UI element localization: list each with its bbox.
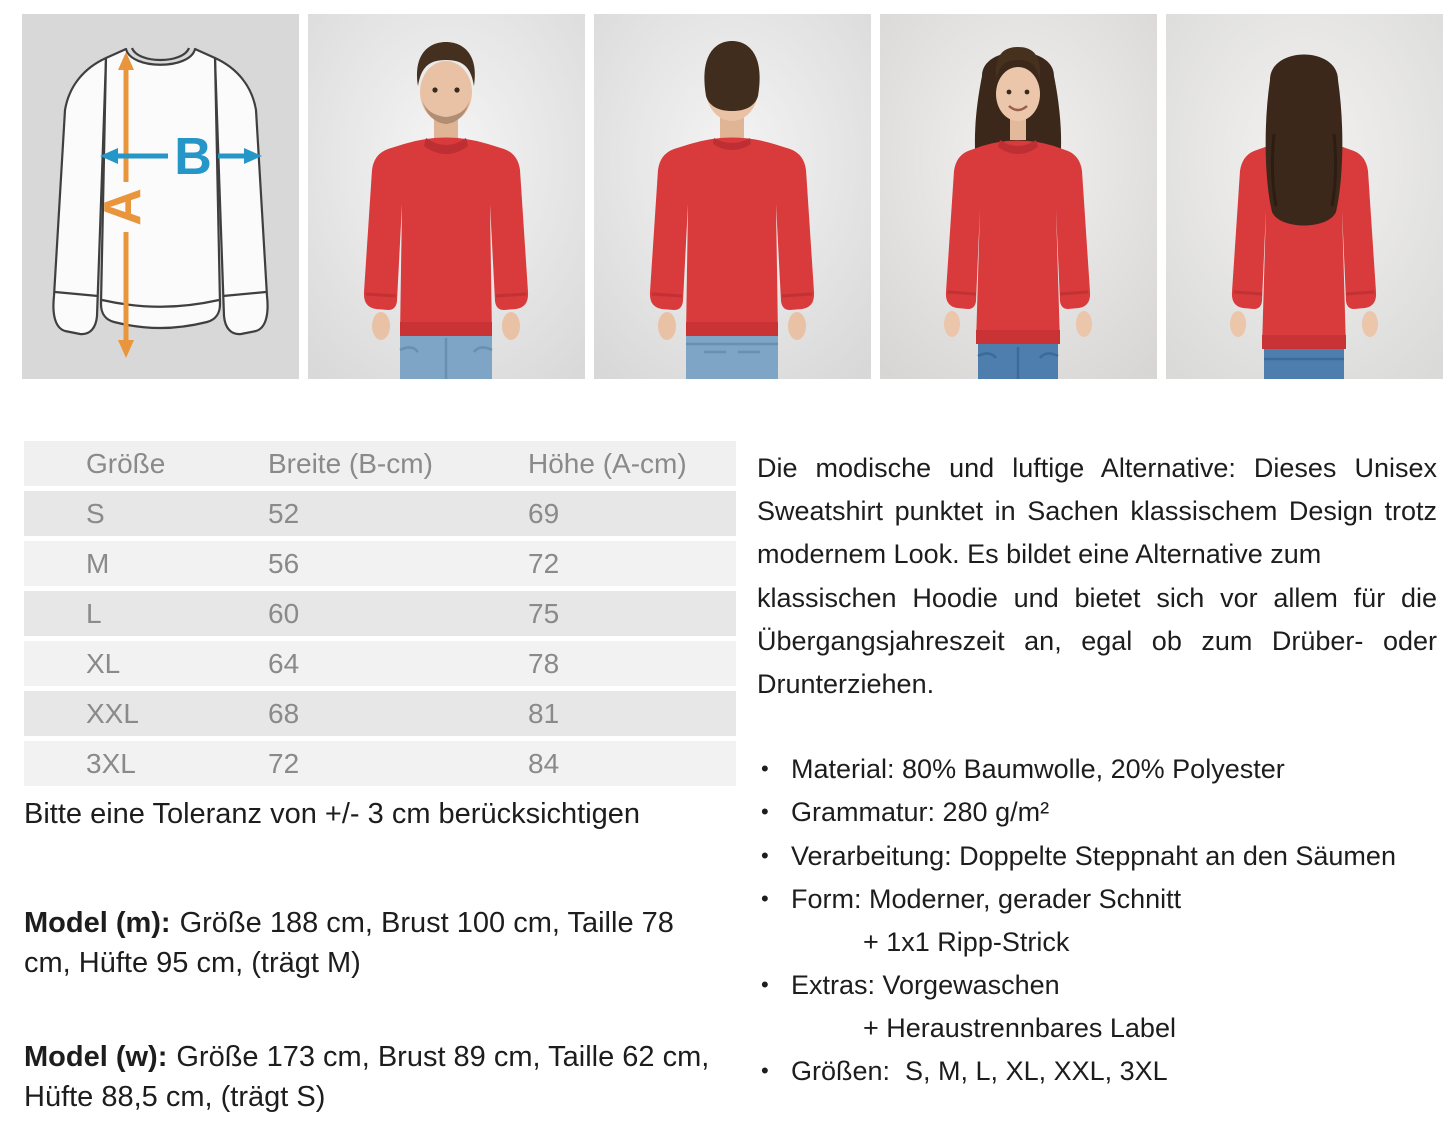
size-table — [24, 441, 736, 786]
table-row — [24, 541, 736, 586]
feature-form: Form: Moderner, gerader Schnitt — [791, 883, 1182, 914]
col-header-hoehe: Höhe (A-cm) — [528, 447, 687, 479]
photo-man-back — [594, 14, 871, 379]
table-row — [24, 491, 736, 536]
cell-hoehe: 78 — [528, 647, 560, 679]
product-gallery — [0, 0, 1445, 379]
cell-breite: 72 — [268, 747, 300, 779]
list-item — [757, 748, 1437, 791]
feature-verarbeitung: Verarbeitung: Doppelte Steppnaht an den Säumen — [791, 840, 1396, 871]
cell-breite: 68 — [268, 697, 300, 729]
feature-material: Material: 80% Baumwolle, 20% Polyester — [791, 754, 1285, 785]
cell-breite: 52 — [268, 497, 300, 529]
bullet-icon: • — [761, 756, 769, 782]
model-measurements-female — [24, 1037, 724, 1117]
cell-hoehe: 69 — [528, 497, 560, 529]
feature-list — [757, 748, 1437, 1094]
feature-grammatur: Grammatur: 280 g/m² — [791, 797, 1050, 828]
label-a: A — [94, 188, 152, 226]
cell-hoehe: 75 — [528, 597, 560, 629]
list-item — [757, 878, 1437, 921]
table-row — [24, 641, 736, 686]
table-row — [24, 591, 736, 636]
cell-hoehe: 81 — [528, 697, 560, 729]
model-male-text: Größe 188 cm, Brust 100 cm, Taille 78 cm, Hüfte 95 cm, (trägt M) — [24, 907, 674, 980]
photo-woman-front — [880, 14, 1157, 379]
cell-size: XXL — [86, 697, 139, 729]
description-paragraph-2: klassischen Hoodie und bietet sich vor allem für die Übergangsjahreszeit an, egal ob zum Drüber- oder Drunterziehen. — [757, 582, 1437, 699]
photo-man-front — [308, 14, 585, 379]
description-paragraph-1: Die modische und luftige Alternative: Dieses Unisex Sweatshirt punktet in Sachen klassischem Design trotz modernem Look. Es bildet eine Alternative zum — [757, 453, 1437, 570]
cell-breite: 64 — [268, 647, 300, 679]
list-item-continuation: + Heraustrennbares Label — [863, 1013, 1176, 1044]
feature-groessen: Größen: S, M, L, XL, XXL, 3XL — [791, 1056, 1168, 1087]
bullet-icon: • — [761, 885, 769, 911]
tolerance-note: Bitte eine Toleranz von +/- 3 cm berücksichtigen — [24, 798, 641, 830]
cell-size: XL — [86, 647, 121, 679]
bullet-icon: • — [761, 972, 769, 998]
description-column — [736, 379, 1437, 1117]
table-row — [24, 741, 736, 786]
cell-hoehe: 84 — [528, 747, 560, 779]
bullet-icon: • — [761, 842, 769, 868]
model-male-label: Model (m): — [24, 907, 171, 939]
feature-extras: Extras: Vorgewaschen — [791, 970, 1060, 1001]
product-info-section — [0, 379, 1445, 1117]
cell-hoehe: 72 — [528, 547, 560, 579]
photo-man-front-graphic — [308, 14, 585, 379]
size-diagram-panel — [22, 14, 299, 379]
list-item — [757, 964, 1437, 1007]
list-item — [757, 1050, 1437, 1093]
bullet-icon: • — [761, 1058, 769, 1084]
list-item-continuation: + 1x1 Ripp-Strick — [863, 926, 1070, 957]
cell-size: 3XL — [86, 747, 136, 779]
col-header-groesse: Größe — [86, 447, 166, 479]
photo-woman-back-graphic — [1166, 14, 1443, 379]
col-header-breite: Breite (B-cm) — [268, 447, 433, 479]
cell-size: M — [86, 547, 110, 579]
list-item — [757, 835, 1437, 878]
bullet-icon: • — [761, 799, 769, 825]
label-b: B — [174, 128, 212, 186]
cell-size: L — [86, 597, 102, 629]
photo-woman-front-graphic — [880, 14, 1157, 379]
model-female-text: Größe 173 cm, Brust 89 cm, Taille 62 cm, Hüfte 88,5 cm, (trägt S) — [24, 1041, 710, 1114]
size-info-column — [24, 379, 736, 1117]
photo-woman-back — [1166, 14, 1443, 379]
cell-breite: 56 — [268, 547, 300, 579]
photo-man-back-graphic — [594, 14, 871, 379]
list-item — [757, 791, 1437, 834]
model-female-label: Model (w): — [24, 1041, 168, 1074]
table-row — [24, 691, 736, 736]
size-diagram-graphic — [22, 14, 299, 379]
cell-breite: 60 — [268, 597, 300, 629]
model-measurements-male — [24, 903, 724, 983]
size-table-header-row — [24, 441, 736, 486]
cell-size: S — [86, 497, 105, 529]
